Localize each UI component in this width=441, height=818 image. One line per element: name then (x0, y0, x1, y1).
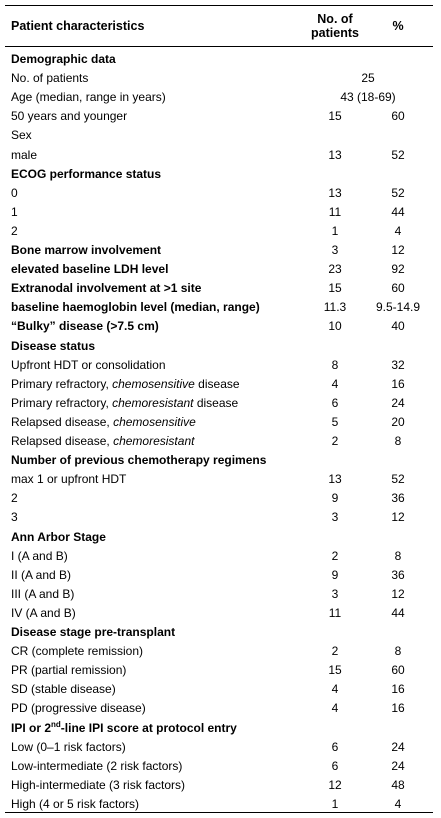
section-heading (0, 165, 441, 184)
row-label: Age (median, range in years) (11, 90, 166, 105)
patient-count: 1 (331, 796, 339, 811)
row-label: II (A and B) (11, 567, 72, 582)
percent-value: 4 (394, 796, 402, 811)
row-label: Number of previous chemotherapy regimens (11, 453, 267, 468)
percent-value: 4 (394, 223, 402, 238)
table-row (0, 413, 441, 432)
patient-count: 23 (328, 262, 342, 277)
row-label (11, 375, 240, 394)
spanning-value: 25 (361, 71, 375, 86)
row-label: SD (stable disease) (11, 682, 116, 697)
percent-value: 60 (391, 663, 405, 678)
table-row (0, 222, 441, 241)
row-label: No. of patients (11, 71, 89, 86)
percent-value: 24 (391, 758, 405, 773)
patient-count: 12 (328, 777, 342, 792)
table-row (0, 317, 441, 336)
table-row (0, 489, 441, 508)
row-label: Bone marrow involvement (11, 243, 162, 257)
row-label-part: disease (193, 395, 239, 410)
row-label: 2 (11, 223, 18, 238)
row-label-part: disease (194, 376, 240, 391)
percent-value: 24 (391, 395, 405, 410)
table-row (0, 146, 441, 165)
percent-value: 36 (391, 567, 405, 582)
row-label-part: Primary refractory, (11, 395, 113, 410)
table-row (0, 69, 441, 88)
row-label: Low-intermediate (2 risk factors) (11, 758, 183, 773)
row-label: male (11, 147, 38, 162)
patient-count: 3 (331, 510, 339, 525)
row-label (11, 413, 196, 432)
row-label: CR (complete remission) (11, 644, 144, 659)
patient-count: 13 (328, 147, 342, 162)
row-label: PR (partial remission) (11, 663, 127, 678)
row-label: 2 (11, 491, 18, 506)
patient-count: 4 (331, 701, 339, 716)
patient-count: 13 (328, 185, 342, 200)
patient-count: 6 (331, 739, 339, 754)
row-label: Upfront HDT or consolidation (11, 357, 166, 372)
spanning-value: 43 (18-69) (340, 90, 396, 105)
patient-count: 4 (331, 376, 339, 391)
row-label: max 1 or upfront HDT (11, 472, 127, 487)
percent-value: 8 (394, 644, 402, 659)
row-label: Low (0–1 risk factors) (11, 739, 126, 754)
row-label: Ann Arbor Stage (11, 529, 106, 544)
patient-count: 11 (328, 605, 342, 620)
patient-count: 3 (331, 243, 339, 257)
row-label: elevated baseline LDH level (11, 262, 169, 277)
row-label (11, 394, 238, 413)
row-label-part: Relapsed disease, (11, 434, 114, 448)
percent-value: 36 (391, 491, 405, 506)
row-label (11, 719, 237, 738)
table-row (0, 547, 441, 566)
header-count-line2: patients (311, 26, 359, 40)
row-label-superscript: nd (51, 719, 61, 729)
section-heading (0, 50, 441, 69)
patient-count: 2 (331, 548, 339, 563)
table-row (0, 566, 441, 585)
section-heading (0, 719, 441, 738)
percent-value: 92 (391, 262, 405, 277)
percent-value: 16 (391, 701, 405, 716)
row-label: Extranodal involvement at >1 site (11, 281, 202, 296)
percent-value: 20 (391, 414, 405, 429)
row-label: baseline haemoglobin level (median, range) (11, 300, 260, 315)
table-row (0, 757, 441, 776)
percent-value: 8 (394, 548, 402, 563)
header-percent: % (392, 19, 404, 33)
row-label: 50 years and younger (11, 109, 128, 124)
percent-value: 52 (391, 472, 405, 487)
table-row (0, 126, 441, 145)
table-row (0, 508, 441, 527)
table-row (0, 88, 441, 107)
row-label: 1 (11, 204, 18, 219)
row-label: ECOG performance status (11, 166, 162, 181)
header-characteristics: Patient characteristics (11, 19, 145, 33)
percent-value: 52 (391, 185, 405, 200)
patient-count: 9 (331, 567, 339, 582)
patient-count: 3 (331, 586, 339, 601)
table-row (0, 776, 441, 795)
table-row (0, 356, 441, 375)
patient-count: 15 (328, 663, 342, 678)
table-row (0, 298, 441, 317)
row-label-italic: chemosensitive (112, 376, 195, 391)
header-count-line1: No. of (317, 12, 353, 26)
percent-value: 16 (391, 682, 405, 697)
percent-value: 60 (391, 109, 405, 124)
table-row (0, 279, 441, 298)
patient-count: 15 (328, 281, 342, 296)
patient-count: 4 (331, 682, 339, 697)
section-heading (0, 337, 441, 356)
bottom-rule (5, 812, 433, 813)
percent-value: 12 (391, 586, 405, 601)
patient-count: 1 (331, 223, 339, 238)
percent-value: 44 (391, 605, 405, 620)
row-label-italic: chemoresistant (112, 395, 194, 410)
patient-count: 2 (331, 644, 339, 659)
row-label: “Bulky” disease (>7.5 cm) (11, 319, 159, 334)
table-row (0, 432, 441, 451)
row-label (11, 432, 194, 451)
percent-value: 52 (391, 147, 405, 162)
table-row (0, 241, 441, 260)
row-label: Demographic data (11, 52, 116, 66)
patient-count: 2 (331, 434, 339, 448)
row-label: III (A and B) (11, 586, 75, 601)
patient-count: 13 (328, 472, 342, 487)
patient-count: 6 (331, 758, 339, 773)
percent-value: 12 (391, 243, 405, 257)
table-row (0, 260, 441, 279)
table-row (0, 604, 441, 623)
row-label: I (A and B) (11, 548, 68, 563)
patient-count: 10 (328, 319, 342, 334)
section-heading (0, 528, 441, 547)
patient-count: 8 (331, 357, 339, 372)
row-label: Disease stage pre-transplant (11, 625, 176, 639)
percent-value: 32 (391, 357, 405, 372)
table-row (0, 184, 441, 203)
row-label-part: Primary refractory, (11, 376, 113, 391)
table-row (0, 585, 441, 604)
patient-count: 5 (331, 414, 339, 429)
percent-value: 9.5-14.9 (375, 300, 421, 315)
header-rule (5, 46, 433, 47)
percent-value: 8 (394, 434, 402, 448)
table-row (0, 738, 441, 757)
section-heading (0, 623, 441, 642)
percent-value: 48 (391, 777, 405, 792)
table-row (0, 394, 441, 413)
row-label-italic: chemosensitive (113, 414, 196, 429)
table-row (0, 661, 441, 680)
percent-value: 12 (391, 510, 405, 525)
row-label: PD (progressive disease) (11, 701, 146, 716)
percent-value: 60 (391, 281, 405, 296)
row-label: IV (A and B) (11, 605, 76, 620)
row-label-part: IPI or 2 (11, 720, 52, 735)
percent-value: 44 (391, 204, 405, 219)
patient-count: 6 (331, 395, 339, 410)
patient-count: 11 (328, 204, 342, 219)
row-label: High-intermediate (3 risk factors) (11, 777, 186, 792)
row-label: High (4 or 5 risk factors) (11, 796, 140, 811)
table-row (0, 107, 441, 126)
row-label: Disease status (11, 338, 96, 353)
patient-count: 11.3 (323, 300, 347, 315)
patient-count: 15 (328, 109, 342, 124)
table-row (0, 680, 441, 699)
row-label: 3 (11, 510, 18, 525)
row-label: 0 (11, 185, 18, 200)
table-row (0, 642, 441, 661)
row-label-part: Relapsed disease, (11, 414, 114, 429)
section-heading (0, 451, 441, 470)
percent-value: 16 (391, 376, 405, 391)
percent-value: 24 (391, 739, 405, 754)
row-label-part: -line IPI score at protocol entry (60, 720, 237, 735)
table-row (0, 203, 441, 222)
percent-value: 40 (391, 319, 405, 334)
table-row (0, 470, 441, 489)
table-row (0, 699, 441, 718)
header-count (305, 12, 365, 40)
table-row (0, 375, 441, 394)
patient-count: 9 (331, 491, 339, 506)
row-label-italic: chemoresistant (113, 434, 195, 448)
row-label: Sex (11, 128, 32, 143)
top-rule (5, 5, 433, 6)
